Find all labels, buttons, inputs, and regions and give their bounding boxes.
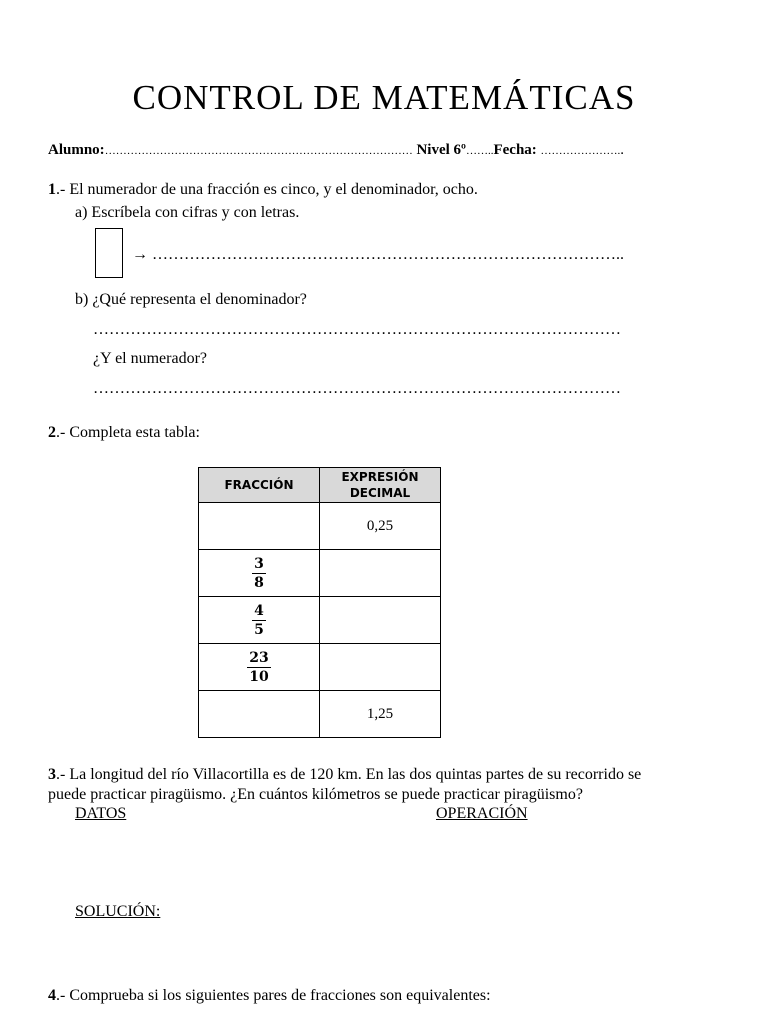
- denominator-answer-line[interactable]: ………………………………………………………………………………………: [93, 321, 621, 338]
- question-1b: b) ¿Qué representa el denominador?: [75, 291, 307, 308]
- fraction-cell[interactable]: [199, 503, 320, 550]
- fraction-cell: [199, 597, 320, 644]
- fraction-answer-box[interactable]: [95, 228, 123, 278]
- decimal-cell[interactable]: [320, 644, 441, 691]
- table-row: [199, 550, 441, 597]
- header-decimal: [320, 468, 441, 503]
- question-2-text: .- Completa esta tabla:: [56, 424, 200, 441]
- fraction-numerator: 4: [254, 602, 264, 619]
- student-label: Alumno:: [48, 142, 105, 158]
- table-row: [199, 503, 441, 550]
- question-3-number: 3: [48, 766, 56, 783]
- fraction-numerator: 23: [249, 649, 269, 666]
- fraction: [252, 602, 266, 639]
- question-3: [48, 765, 641, 785]
- table-row: [199, 644, 441, 691]
- level-label: Nivel 6º: [416, 142, 466, 158]
- decimal-cell[interactable]: [320, 550, 441, 597]
- numerator-answer-line[interactable]: ………………………………………………………………………………………: [93, 380, 621, 397]
- student-name-field[interactable]: …………………………………………………………………………: [104, 145, 413, 157]
- header-decimal-line1: EXPRESIÓN: [341, 470, 419, 484]
- decimal-cell[interactable]: [320, 597, 441, 644]
- date-field[interactable]: ………………….: [540, 145, 621, 157]
- question-1: [48, 180, 478, 200]
- question-1-number: 1: [48, 181, 56, 198]
- operacion-heading: OPERACIÓN: [436, 805, 528, 822]
- question-4: [48, 986, 491, 1006]
- fraction-denominator: 5: [254, 621, 264, 638]
- question-3-text-line1: .- La longitud del río Villacortilla es de 120 km. En las dos quintas partes de su recorrido se: [56, 766, 642, 783]
- question-4-number: 4: [48, 987, 56, 1004]
- decimal-value: 0,25: [366, 517, 394, 534]
- level-dots: ……..: [465, 145, 494, 157]
- header-decimal-line2: DECIMAL: [349, 486, 411, 500]
- question-3-text-line2: puede practicar piragüismo. ¿En cuántos kilómetros se puede practicar piragüismo?: [48, 786, 583, 803]
- question-2-number: 2: [48, 424, 56, 441]
- header-end: .: [620, 142, 625, 158]
- fraction-denominator: 10: [249, 668, 269, 685]
- fraction-denominator: 8: [254, 574, 264, 591]
- fraction-cell: [199, 550, 320, 597]
- date-label: Fecha:: [493, 142, 537, 158]
- fraction-cell[interactable]: [199, 691, 320, 738]
- fraction: [252, 555, 266, 592]
- question-1a: a) Escríbela con cifras y con letras.: [75, 204, 300, 221]
- fraction-cell: [199, 644, 320, 691]
- question-1-text: .- El numerador de una fracción es cinco, y el denominador, ocho.: [56, 181, 478, 198]
- table-row: [199, 597, 441, 644]
- question-2: [48, 423, 200, 443]
- question-4-text: .- Comprueba si los siguientes pares de fracciones son equivalentes:: [56, 987, 491, 1004]
- fraction-numerator: 3: [254, 555, 264, 572]
- header-fraction: FRACCIÓN: [199, 468, 320, 503]
- table-header-row: [199, 468, 441, 503]
- question-1c: ¿Y el numerador?: [93, 350, 208, 367]
- table-row: [199, 691, 441, 738]
- fraction-table: [198, 467, 441, 738]
- decimal-cell: [320, 691, 441, 738]
- page-title: CONTROL DE MATEMÁTICAS: [132, 78, 636, 117]
- decimal-value: 1,25: [366, 705, 394, 722]
- student-header: [48, 140, 624, 161]
- written-answer-line[interactable]: → ……………………………………………………………………………..: [132, 246, 624, 263]
- decimal-cell: [320, 503, 441, 550]
- fraction: [247, 649, 270, 686]
- datos-heading: DATOS: [75, 805, 127, 822]
- solucion-heading: SOLUCIÓN:: [75, 903, 161, 920]
